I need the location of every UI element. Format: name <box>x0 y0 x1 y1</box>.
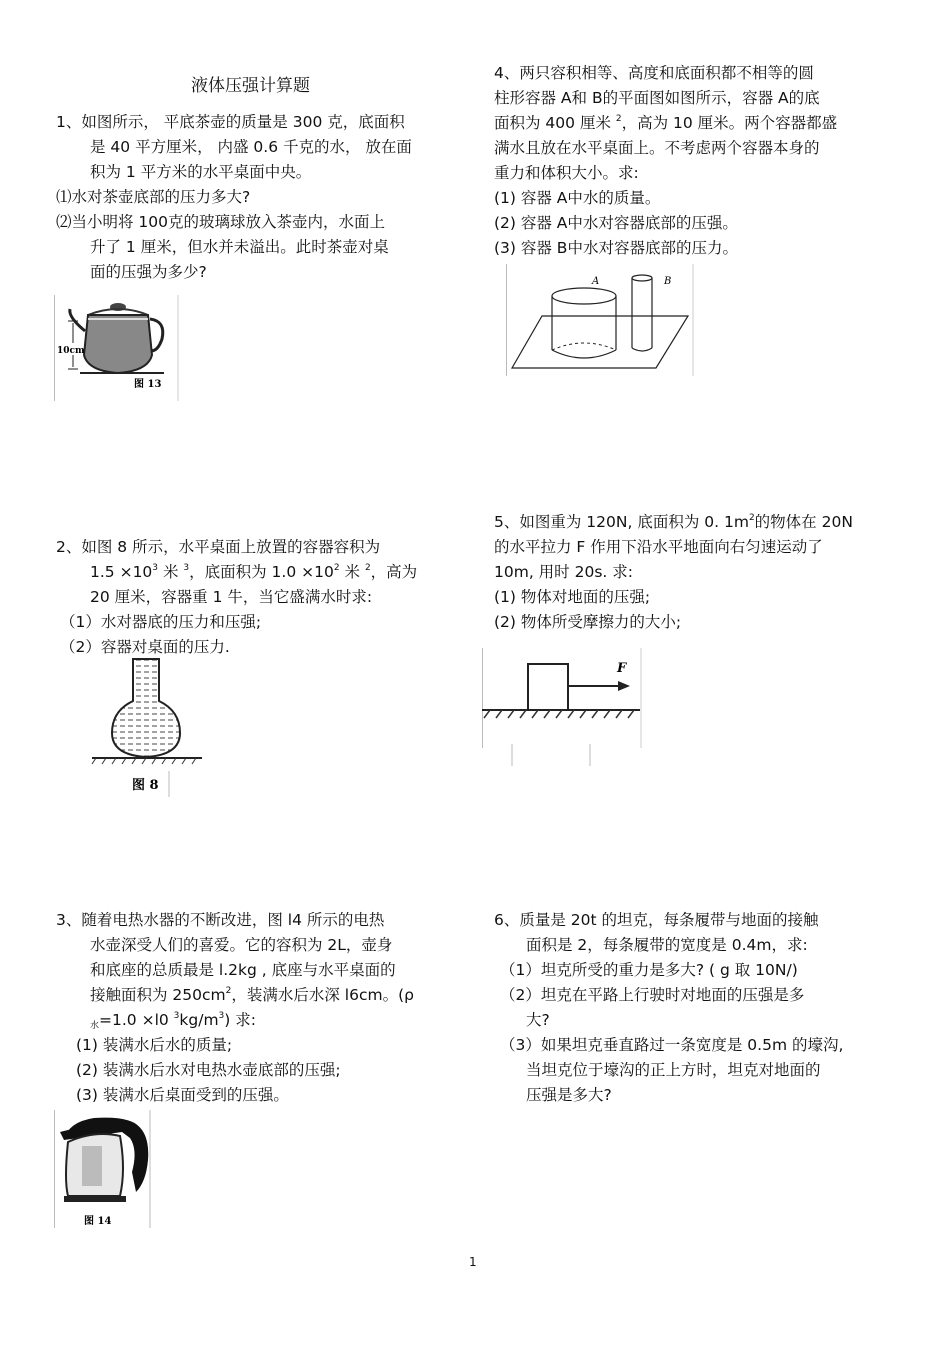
q1-subquestion-1: ⑴水对茶壶底部的压力多大? <box>56 188 251 206</box>
q4-line: 面积为 400 厘米 $^2$，高为 10 厘米。两个容器都盛 <box>494 114 838 132</box>
q4-line: 重力和体积大小。求: <box>494 164 639 182</box>
q6-line: 压强是多大? <box>526 1086 612 1104</box>
q5-subquestion-1: (1) 物体对地面的压强; <box>494 588 651 606</box>
teapot-figure <box>54 295 180 401</box>
q6-line: 面积是 2，每条履带的宽度是 0.4m，求: <box>526 936 808 954</box>
q3-subquestion-3: (3) 装满水后桌面受到的压强。 <box>76 1086 289 1104</box>
q1-line: 1、如图所示， 平底茶壶的质量是 300 克，底面积 <box>56 113 405 131</box>
q5-line: 的水平拉力 F 作用下沿水平地面向右匀速运动了 <box>494 538 823 556</box>
flask-figure <box>88 657 206 797</box>
page-number: 1 <box>469 1255 477 1269</box>
q4-line: 满水且放在水平桌面上。不考虑两个容器本身的 <box>494 139 820 157</box>
q2-line: 2、如图 8 所示，水平桌面上放置的容器容积为 <box>56 538 381 556</box>
q4-subquestion-1: (1) 容器 A中水的质量。 <box>494 189 661 207</box>
q1-line: 升了 1 厘米，但水并未溢出。此时茶壶对桌 <box>90 238 389 256</box>
container-b-label: B <box>664 276 672 287</box>
q5-subquestion-2: (2) 物体所受摩擦力的大小; <box>494 613 682 631</box>
figure-13-caption: 图 13 <box>134 379 162 390</box>
kettle-figure <box>54 1110 152 1228</box>
force-f-label: F <box>617 661 627 676</box>
q3-line: $_水$=1.0 ×l0 $^3kg/m^3$) 求: <box>90 1011 256 1031</box>
q3-line: 和底座的总质最是 l.2kg , 底座与水平桌面的 <box>90 961 396 979</box>
q6-line: 大? <box>526 1011 550 1029</box>
q3-line: 水壶深受人们的喜爱。它的容积为 2L，壶身 <box>90 936 393 954</box>
q3-subquestion-2: (2) 装满水后水对电热水壶底部的压强; <box>76 1061 341 1079</box>
q4-line: 柱形容器 A和 B的平面图如图所示，容器 A的底 <box>494 89 820 107</box>
q6-subquestion-2: （2）坦克在平路上行驶时对地面的压强是多 <box>500 986 805 1004</box>
q4-subquestion-2: (2) 容器 A中水对容器底部的压强。 <box>494 214 738 232</box>
q1-line: 积为 1 平方米的水平桌面中央。 <box>90 163 312 181</box>
q3-subquestion-1: (1) 装满水后水的质量; <box>76 1036 233 1054</box>
figure-8-caption: 图 8 <box>132 778 159 793</box>
q2-line: $1.5 \times 10^3$ 米 $^3$，底面积为 $1.0 \times 10^2$ 米 $^2$，高为 <box>90 563 418 581</box>
q3-line: 接触面积为 $250cm^2$，装满水后水深 l6cm。(ρ <box>90 986 414 1004</box>
q1-subquestion-2: ⑵当小明将 100克的玻璃球放入茶壶内，水面上 <box>56 213 386 231</box>
containers-figure <box>506 264 694 376</box>
q5-line: 10m, 用时 20s. 求: <box>494 563 633 581</box>
q4-line: 4、两只容积相等、高度和底面积都不相等的圆 <box>494 64 814 82</box>
page-title: 液体压强计算题 <box>191 76 310 96</box>
q2-subquestion-2: （2）容器对桌面的压力. <box>60 638 230 656</box>
q3-line: 3、随着电热水器的不断改进，图 l4 所示的电热 <box>56 911 385 929</box>
container-a-label: A <box>592 276 600 287</box>
figure-14-caption: 图 14 <box>84 1216 112 1227</box>
q5-line: 5、如图重为 120N, 底面积为 0. $1m^2$的物体在 20N <box>494 513 853 531</box>
teapot-dimension-label: 10cm <box>57 346 85 356</box>
q6-line: 6、质量是 20t 的坦克，每条履带与地面的接触 <box>494 911 819 929</box>
q6-subquestion-1: （1）坦克所受的重力是多大? ( g 取 10N/) <box>500 961 798 979</box>
q2-line: 20 厘米，容器重 1 牛，当它盛满水时求: <box>90 588 373 606</box>
q6-subquestion-3: （3）如果坦克垂直路过一条宽度是 0.5m 的壕沟, <box>500 1036 844 1054</box>
q6-line: 当坦克位于壕沟的正上方时，坦克对地面的 <box>526 1061 821 1079</box>
q1-line: 面的压强为多少? <box>90 263 207 281</box>
q4-subquestion-3: (3) 容器 B中水对容器底部的压力。 <box>494 239 738 257</box>
q2-subquestion-1: （1）水对器底的压力和压强; <box>60 613 262 631</box>
q1-line: 是 40 平方厘米， 内盛 0.6 千克的水， 放在面 <box>90 138 412 156</box>
block-force-figure <box>482 648 642 766</box>
